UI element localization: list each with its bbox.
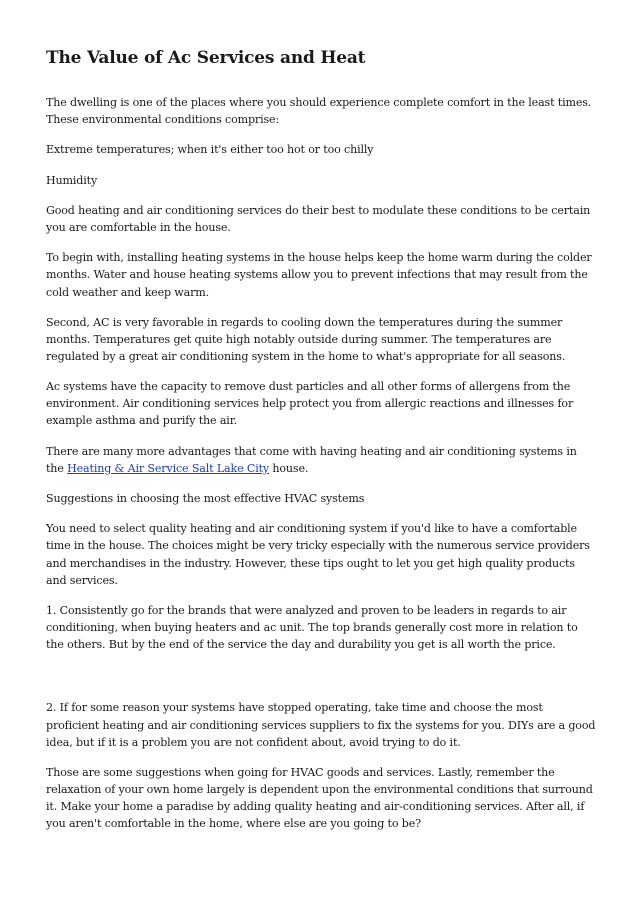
paragraph-tip-1: 1. Consistently go for the brands that were analyzed and proven to be leaders in regards to air conditioning, when buying heaters and ac unit. The top brands generally cost more in relation to the others. But by the end of the service the day and durability you get is all worth the price. bbox=[46, 603, 578, 652]
document-page bbox=[46, 46, 596, 845]
paragraph-intro: The dwelling is one of the places where you should experience complete comfort in the least times. These environmental conditions comprise: bbox=[46, 96, 592, 127]
paragraph-services: Good heating and air conditioning services do their best to modulate these conditions to be certain you are comfortable in the house. bbox=[46, 203, 591, 235]
paragraph-temperatures: Extreme temperatures; when it's either too hot or too chilly bbox=[46, 143, 374, 157]
paragraph-humidity: Humidity bbox=[46, 173, 98, 187]
paragraph-tip-2: 2. If for some reason your systems have stopped operating, take time and choose the most proficient heating and air conditioning services suppliers to fix the systems for you. DIYs are a good idea, but if it is a problem you are not confident about, avoid trying to do it. bbox=[46, 701, 596, 749]
page-title: The Value of Ac Services and Heat bbox=[46, 48, 366, 68]
advantages-text-after: house. bbox=[269, 461, 309, 475]
paragraph-advantages bbox=[46, 443, 596, 477]
paragraph-suggestions-heading: Suggestions in choosing the most effective HVAC systems bbox=[46, 492, 365, 506]
paragraph-allergens: Ac systems have the capacity to remove dust particles and all other forms of allergens from the environment. Air conditioning services help protect you from allergic reactions and illnesses for example asthma and purify the air. bbox=[46, 380, 574, 428]
hvac-service-link[interactable]: Heating & Air Service Salt Lake City bbox=[67, 461, 270, 475]
advantages-text-before: There are many more advantages that come with having heating and air conditioning systems in the bbox=[46, 444, 577, 475]
paragraph-select-quality: You need to select quality heating and air conditioning system if you'd like to have a comfortable time in the house. The choices might be very tricky especially with the numerous service providers and merchandises in the industry. However, these tips ought to let you get high quality products and services. bbox=[46, 522, 590, 587]
paragraph-conclusion: Those are some suggestions when going for HVAC goods and services. Lastly, remember the relaxation of your own home largely is dependent upon the environmental conditions that surround it. Make your home a paradise by adding quality heating and air-conditioning services. After all, if you aren't comfortable in the home, where else are you going to be? bbox=[46, 765, 593, 831]
paragraph-spacer bbox=[46, 666, 596, 699]
paragraph-ac: Second, AC is very favorable in regards to cooling down the temperatures during the summer months. Temperatures get quite high notably outside during summer. The temperatures are regulated by a great air conditioning system in the home to what's appropriate for all seasons. bbox=[46, 315, 566, 363]
paragraph-heating: To begin with, installing heating systems in the house helps keep the home warm during the colder months. Water and house heating systems allow you to prevent infections that may result from the cold weather and keep warm. bbox=[46, 251, 592, 299]
